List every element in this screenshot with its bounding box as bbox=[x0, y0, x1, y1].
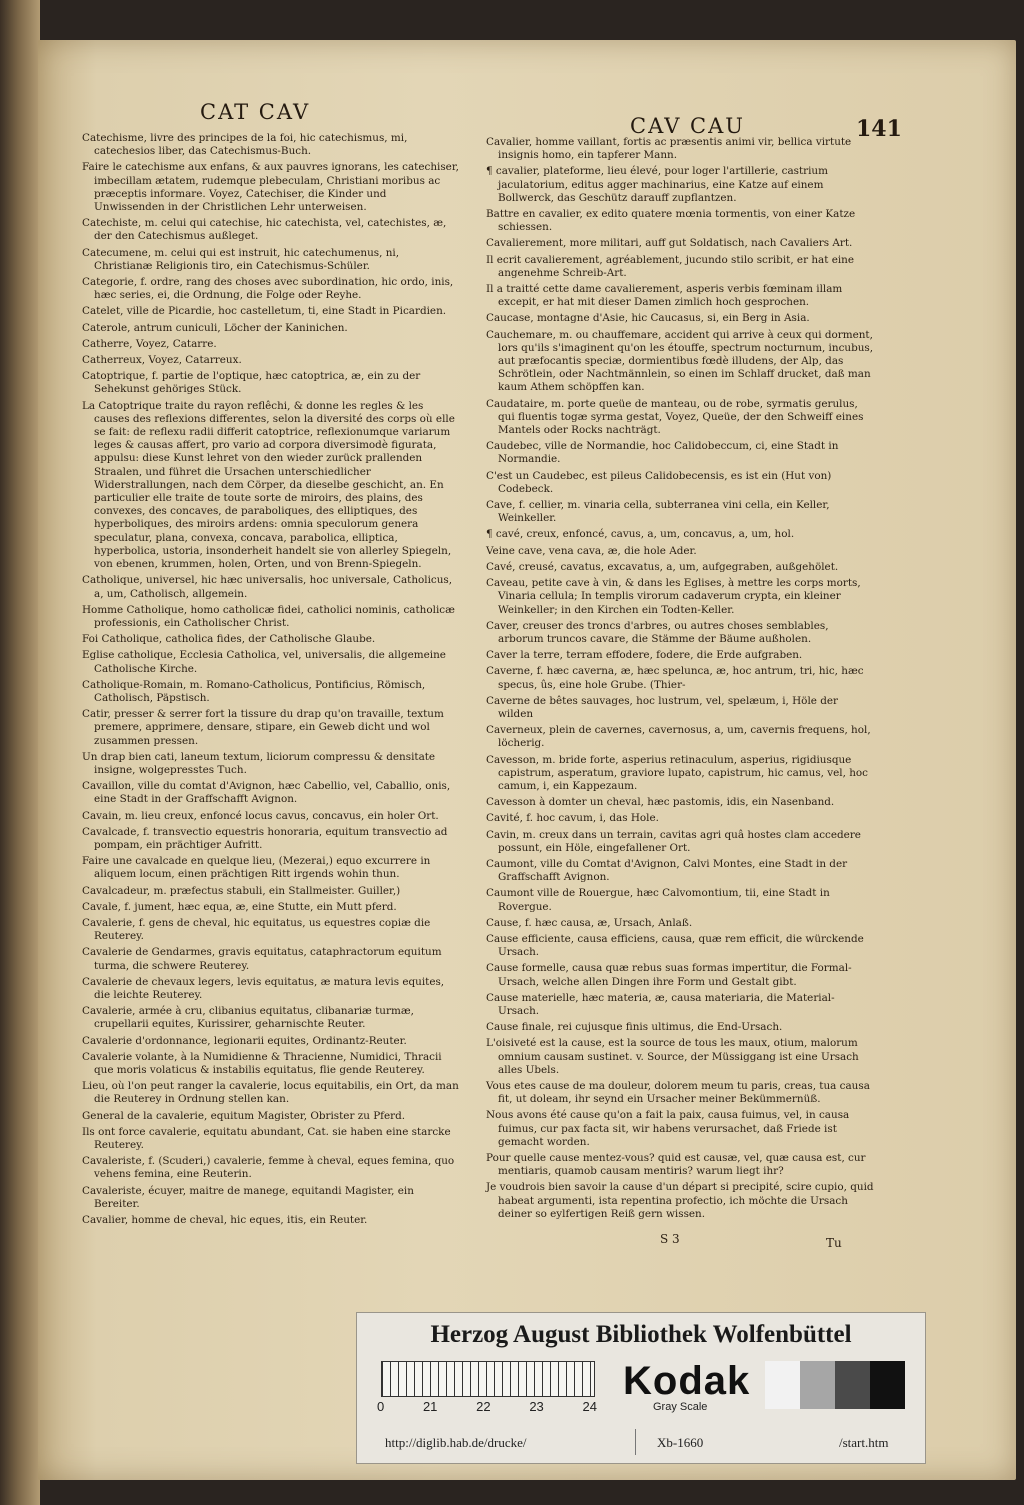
gray-swatch bbox=[765, 1361, 800, 1409]
dictionary-entry: Caucase, montagne d'Asie, hic Caucasus, si, ein Berg in Asia. bbox=[486, 312, 810, 325]
digital-library-url: http://diglib.hab.de/drucke/ bbox=[385, 1435, 527, 1450]
dictionary-entry: Cavale, f. jument, hæc equa, æ, eine Stutte, ein Mutt pferd. bbox=[82, 900, 397, 913]
dictionary-entry: ¶ cavalier, plateforme, lieu élevé, pour loger l'artillerie, castrium jaculatorium, editus agger machinarius, eine Katze auf einem Bollwerck, das Geschütz darauff zupflantzen. bbox=[486, 165, 828, 204]
dictionary-entry: Cavalcadeur, m. præfectus stabuli, ein Stallmeister. Guiller,) bbox=[82, 884, 401, 897]
dictionary-entry: Cavalerie de Gendarmes, gravis equitatus, cataphractorum equitum turma, die schwere Reuterey. bbox=[82, 946, 442, 972]
start-path: /start.htm bbox=[839, 1435, 889, 1450]
dictionary-entry: Catir, presser & serrer fort la tissure du drap qu'on travaille, textum premere, apprimere, densare, stipare, ein Geweb dicht und wol zusammen pressen. bbox=[82, 708, 444, 747]
card-footer bbox=[357, 1429, 925, 1455]
dictionary-entry: Cavalier, homme de cheval, hic eques, itis, ein Reuter. bbox=[82, 1214, 368, 1227]
dictionary-entry: Cavaleriste, f. (Scuderi,) cavalerie, femme à cheval, eques femina, quo vehens femina, eine Reuterin. bbox=[82, 1155, 455, 1181]
dictionary-entry: Cavin, m. creux dans un terrain, cavitas agri quâ hostes clam accedere possunt, ein Höle, eingefallener Ort. bbox=[486, 828, 861, 854]
running-head-left: CAT CAV bbox=[200, 100, 311, 124]
dictionary-entry: Caudebec, ville de Normandie, hoc Calidobeccum, ci, eine Stadt in Normandie. bbox=[486, 440, 839, 466]
dictionary-entry: Cavain, m. lieu creux, enfoncé locus cavus, concavus, ein holer Ort. bbox=[82, 809, 439, 822]
dictionary-entry: Vous etes cause de ma douleur, dolorem meum tu paris, creas, tua causa fit, ut doleam, ihr seynd ein Ursacher meiner Bekümmernüß. bbox=[486, 1080, 870, 1106]
gray-swatch bbox=[835, 1361, 870, 1409]
dictionary-entry: Caver, creuser des troncs d'arbres, ou autres choses semblables, arborum truncos cavare, die Stämme der Bäume außholen. bbox=[486, 619, 829, 645]
dictionary-entry: Un drap bien cati, laneum textum, liciorum compressu & densitate insigne, wolgepresstes Tuch. bbox=[82, 750, 436, 776]
dictionary-entry: Cause materielle, hæc materia, æ, causa materiaria, die Material-Ursach. bbox=[486, 991, 835, 1017]
dictionary-entry: Cavalerie, f. gens de cheval, hic equitatus, us equestres copiæ die Reuterey. bbox=[82, 916, 431, 943]
dictionary-entry: Catecumene, m. celui qui est instruit, hic catechumenus, ni, Christianæ Religionis tiro, ein Catechismus-Schüler. bbox=[82, 246, 400, 272]
dictionary-entry: Catherreux, Voyez, Catarreux. bbox=[82, 354, 242, 367]
ruler-number: 21 bbox=[422, 1399, 438, 1414]
dictionary-entry: Caudataire, m. porte queüe de manteau, ou de robe, syrmatis gerulus, qui fluentis togæ syrma gestat, Voyez, Queüe, der den Schweiff eines Mantels oder Rocks nachträgt. bbox=[486, 397, 864, 437]
dictionary-entry: Caver la terre, terram effodere, fodere, die Erde aufgraben. bbox=[486, 649, 803, 662]
dictionary-entry: Cavalerie volante, à la Numidienne & Thracienne, Numidici, Thracii que moris volaticus & instabilis equitatus, flie gende Reuterey. bbox=[82, 1050, 442, 1076]
shelfmark: Xb-1660 bbox=[657, 1435, 704, 1450]
dictionary-entry: Cavé, creusé, cavatus, excavatus, a, um, aufgegraben, außgehölet. bbox=[486, 560, 839, 573]
dictionary-entry: Catholique, universel, hic hæc universalis, hoc universale, Catholicus, a, um, Catholisch, allgemein. bbox=[82, 574, 453, 600]
dictionary-entry: Je voudrois bien savoir la cause d'un départ si precipité, scire cupio, quid habeat argumenti, ista repentina profectio, ich möchte die Ursach deiner so eylfertigen Reiß gern wissen. bbox=[486, 1181, 874, 1220]
dictionary-entry: Cavalerie de chevaux legers, levis equitatus, æ matura levis equites, die leichte Reuterey. bbox=[82, 975, 445, 1001]
dictionary-entry: Caverneux, plein de cavernes, cavernosus, a, um, cavernis frequens, hol, löcherig. bbox=[486, 724, 871, 750]
measurement-ruler bbox=[381, 1361, 595, 1397]
page-number: 141 bbox=[856, 116, 902, 142]
footer-divider bbox=[635, 1429, 636, 1455]
dictionary-entry: Cave, f. cellier, m. vinaria cella, subterranea vini cella, ein Keller, Weinkeller. bbox=[486, 499, 830, 525]
dictionary-entry: Catholique-Romain, m. Romano-Catholicus, Pontificius, Römisch, Catholisch, Päpstisch. bbox=[82, 678, 426, 704]
gray-swatch bbox=[870, 1361, 905, 1409]
dictionary-entry: Cavesson, m. bride forte, asperius retinaculum, asperius, rigidiusque capistrum, asperatum, graviore lupato, capistrum, hic camus, vel, hoc camum, i, ein Kappezaum. bbox=[486, 753, 868, 792]
dictionary-entry: Nous avons été cause qu'on a fait la paix, causa fuimus, vel, in causa fuimus, cur pax facta sit, wir habens verursachet, daß Friede ist gemacht worden. bbox=[486, 1109, 850, 1148]
dictionary-entry: Cauchemare, m. ou chauffemare, accident qui arrive à ceux qui dorment, lors qu'ils s'imaginent qu'on les étouffe, spectrum nocturnum, incubus, aut præfocantis speciæ, dormientibus fœdè illudens, der Alp, das Schrötlein, oder Nachtmännlein, so einen im Schlaff drucket, daß man kaum Athem schöpffen kan. bbox=[486, 328, 874, 394]
dictionary-entry: ¶ cavé, creux, enfoncé, cavus, a, um, concavus, a, um, hol. bbox=[486, 528, 795, 541]
dictionary-entry: Foi Catholique, catholica fides, der Catholische Glaube. bbox=[82, 633, 376, 646]
ruler-number: 22 bbox=[476, 1399, 491, 1414]
dictionary-entry: Il a traitté cette dame cavalierement, asperis verbis fœminam illam excepit, er hat mit dieser Damen zimlich hoch gesprochen. bbox=[486, 283, 843, 309]
dictionary-entry: Catechiste, m. celui qui catechise, hic catechista, vel, catechistes, æ, der den Catechismus außleget. bbox=[82, 217, 447, 243]
dictionary-entry: C'est un Caudebec, est pileus Calidobecensis, es ist ein (Hut von) Codebeck. bbox=[486, 469, 832, 495]
card-title: Herzog August Bibliothek Wolfenbüttel bbox=[430, 1321, 852, 1348]
catchword: Tu bbox=[826, 1236, 842, 1250]
left-column bbox=[82, 132, 460, 1227]
dictionary-entry: Cavalierement, more militari, auff gut Soldatisch, nach Cavaliers Art. bbox=[486, 237, 853, 250]
dictionary-entry: Catherre, Voyez, Catarre. bbox=[82, 337, 217, 350]
dictionary-entry: Caverne de bêtes sauvages, hoc lustrum, vel, spelæum, i, Höle der wilden bbox=[486, 694, 838, 720]
dictionary-entry: Categorie, f. ordre, rang des choses avec subordination, hic ordo, inis, hæc series, ei, die Ordnung, die Folge oder Reyhe. bbox=[82, 276, 454, 302]
dictionary-entry: Il ecrit cavalierement, agréablement, jucundo stilo scribit, er hat eine angenehme Schreib-Art. bbox=[486, 253, 855, 279]
adjacent-page-edge bbox=[0, 0, 40, 1505]
dictionary-entry: Cause finale, rei cujusque finis ultimus, die End-Ursach. bbox=[486, 1021, 783, 1034]
dictionary-entry: Caverne, f. hæc caverna, æ, hæc spelunca, æ, hoc antrum, tri, hic, hæc specus, ûs, eine hole Grube. (Thier- bbox=[486, 665, 864, 691]
signature-mark: S 3 bbox=[660, 1232, 680, 1246]
dictionary-entry: General de la cavalerie, equitum Magister, Obrister zu Pferd. bbox=[82, 1109, 406, 1122]
dictionary-entry: L'oisiveté est la cause, est la source de tous les maux, otium, malorum omnium causam sustinet. v. Source, der Müssiggang ist eine Ursach alles Ubels. bbox=[486, 1037, 859, 1076]
dictionary-entry: Caumont ville de Rouergue, hæc Calvomontium, tii, eine Stadt in Rovergue. bbox=[486, 887, 830, 913]
dictionary-entry: Cause formelle, causa quæ rebus suas formas impertitur, die Formal-Ursach, welche allen Dingen ihre Form und Gestalt gibt. bbox=[486, 962, 852, 988]
dictionary-entry: Cause, f. hæc causa, æ, Ursach, Anlaß. bbox=[486, 916, 693, 929]
right-column bbox=[486, 136, 874, 1226]
dictionary-entry: Lieu, où l'on peut ranger la cavalerie, locus equitabilis, ein Ort, da man die Reuterey in Ordnung stellen kan. bbox=[82, 1080, 459, 1106]
dictionary-entry: Caumont, ville du Comtat d'Avignon, Calvi Montes, eine Stadt in der Graffschafft Avignon. bbox=[486, 857, 848, 884]
dictionary-entry: Pour quelle cause mentez-vous? quid est causæ, vel, quæ causa est, cur mentiaris, quamob causam mentiris? warum liegt ihr? bbox=[486, 1152, 866, 1178]
dictionary-entry: Catoptrique, f. partie de l'optique, hæc catoptrica, æ, ein zu der Sehekunst gehöriges Stück. bbox=[82, 370, 421, 396]
ruler-numbers bbox=[377, 1399, 597, 1414]
dictionary-entry: Cavalcade, f. transvectio equestris honoraria, equitum transvectio ad pompam, ein prächtiger Aufritt. bbox=[82, 825, 448, 851]
dictionary-entry: Eglise catholique, Ecclesia Catholica, vel, universalis, die allgemeine Catholische Kirche. bbox=[82, 649, 446, 675]
dictionary-entry: Caterole, antrum cuniculi, Löcher der Kaninichen. bbox=[82, 321, 348, 334]
dictionary-entry: Cavesson à domter un cheval, hæc pastomis, idis, ein Nasenband. bbox=[486, 796, 835, 809]
dictionary-entry: Cavalerie d'ordonnance, legionarii equites, Ordinantz-Reuter. bbox=[82, 1034, 407, 1047]
gray-swatch bbox=[800, 1361, 835, 1409]
library-calibration-card bbox=[356, 1312, 926, 1464]
dictionary-entry: Cavalier, homme vaillant, fortis ac præsentis animi vir, bellica virtute insignis homo, ein tapferer Mann. bbox=[486, 136, 852, 162]
dictionary-entry: Battre en cavalier, ex edito quatere mœnia tormentis, von einer Katze schiessen. bbox=[486, 208, 856, 234]
dictionary-entry: Catechisme, livre des principes de la foi, hic catechismus, mi, catechesios liber, das Catechismus-Buch. bbox=[82, 132, 408, 158]
ruler-number: 24 bbox=[582, 1399, 597, 1414]
gray-scale-label: Gray Scale bbox=[653, 1401, 708, 1413]
dictionary-entry: Cavaleriste, écuyer, maitre de manege, equitandi Magister, ein Bereiter. bbox=[82, 1184, 414, 1210]
ruler-number: 23 bbox=[529, 1399, 544, 1414]
dictionary-entry: Cavalerie, armée à cru, clibanius equitatus, clibanariæ turmæ, crupellarii equites, Kurissirer, geharnischte Reuter. bbox=[82, 1005, 414, 1031]
dictionary-entry: Faire une cavalcade en quelque lieu, (Mezerai,) equo excurrere in aliquem locum, einen prächtigen Ritt irgends wohin thun. bbox=[82, 855, 431, 881]
dictionary-entry: Cavité, f. hoc cavum, i, das Hole. bbox=[486, 812, 659, 825]
ruler-number: 0 bbox=[377, 1399, 385, 1414]
dictionary-entry: Homme Catholique, homo catholicæ fidei, catholici nominis, catholicæ professionis, ein Catholischer Christ. bbox=[82, 603, 455, 629]
running-head-right: CAV CAU bbox=[630, 114, 745, 138]
gray-scale-swatches bbox=[765, 1361, 905, 1409]
dictionary-entry: Catelet, ville de Picardie, hoc castelletum, ti, eine Stadt in Picardien. bbox=[82, 305, 447, 318]
dictionary-entry: Ils ont force cavalerie, equitatu abundant, Cat. sie haben eine starcke Reuterey. bbox=[82, 1125, 451, 1152]
dictionary-entry: La Catoptrique traite du rayon reflêchi, & donne les regles & les causes des reflexions differentes, selon la diversité des corps où elle se fait: de reflexu radii differit catoptrice, reflexionumque variarum leges & causas affert, pro vario ad corpora diversimodè figurata, appulsu: diese Kunst lehret von den wieder zurück prallenden Straalen, und führet die Ursachen unterschiedlicher Widerstrallungen, nach dem Cörper, da dieselbe geschicht, an. En particulier elle traite de toute sorte de miroirs, des plains, des convexes, des concaves, de paraboliques, des elliptiques, des hyperboliques, des miroirs ardens: omnia speculorum genera speculatur, plana, convexa, concava, parabolica, elliptica, hyperbolica, ustoria, insonderheit handelt sie von allerley Spiegeln, von ebenen, krummen, holen, Orten, und von Brenn-Spiegeln. bbox=[82, 399, 455, 571]
dictionary-entry: Cause efficiente, causa efficiens, causa, quæ rem efficit, die würckende Ursach. bbox=[486, 932, 864, 959]
dictionary-entry: Caveau, petite cave à vin, & dans les Eglises, à mettre les corps morts, Vinaria cellula; In templis virorum cadaverum crypta, ein kleiner Weinkeller; in den Kirchen ein Todten-Keller. bbox=[486, 577, 861, 616]
kodak-logo: Kodak bbox=[623, 1359, 751, 1403]
dictionary-entry: Cavaillon, ville du comtat d'Avignon, hæc Cabellio, vel, Caballio, onis, eine Stadt in der Graffschafft Avignon. bbox=[82, 780, 451, 806]
dictionary-entry: Veine cave, vena cava, æ, die hole Ader. bbox=[486, 544, 697, 557]
dictionary-entry: Faire le catechisme aux enfans, & aux pauvres ignorans, les catechiser, imbecillam ætatem, rudemque plebeculam, Christiani moribus ac præceptis informare. Voyez, Catechiser, die Kinder und Unwissenden in der Christlichen Lehr unterweisen. bbox=[82, 161, 459, 214]
